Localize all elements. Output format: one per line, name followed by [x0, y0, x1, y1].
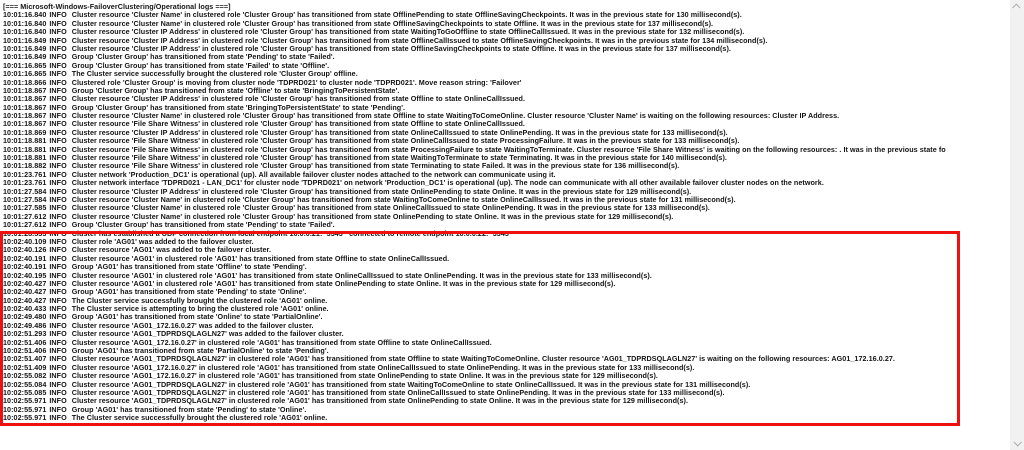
log-message: Cluster resource 'AG01_TDPRDSQLAGLN27' in clustered role 'AG01' has transitioned from state OnlinePending to state Online. It was in the previous state for 129 millisecond(s).: [71, 397, 689, 406]
log-message: Group 'Cluster Group' has transitioned from state 'BringingToPersistentState' to state 'Pending'.: [71, 103, 406, 112]
log-message: Group 'AG01' has transitioned from state 'Online' to state 'PartialOnline'.: [71, 313, 323, 322]
log-message: Cluster resource 'AG01_172.16.0.27' was added to the failover cluster.: [71, 321, 314, 330]
log-level: INFO: [49, 212, 67, 221]
log-line: [3, 213, 1010, 221]
log-timestamp: 10:02:55.971: [3, 414, 47, 423]
log-message: Cluster resource 'AG01_172.16.0.27' in clustered role 'AG01' has transitioned from state Offline to state OnlineCallIssued.: [71, 338, 492, 347]
log-message: Group 'Cluster Group' has transitioned from state 'Pending' to state 'Failed'.: [71, 53, 335, 62]
log-line: [3, 221, 1010, 229]
log-level: INFO: [49, 145, 67, 154]
log-message: Cluster resource 'Cluster Name' in clustered role 'Cluster Group' has transitioned from state OnlinePending to state Online. It was in the previous state for 129 millisecond(s).: [71, 212, 674, 221]
log-level: INFO: [49, 338, 67, 347]
log-timestamp: 10:02:55.971: [3, 405, 47, 414]
scroll-up-button[interactable]: [1010, 0, 1024, 14]
log-line: [3, 263, 1010, 271]
log-message: Cluster resource 'Cluster IP Address' in clustered role 'Cluster Group' has transitioned from state OnlineCallIssued to state OnlinePending. It was in the previous state for 133 millisecond(s).: [71, 128, 728, 137]
log-level: INFO: [49, 61, 67, 70]
log-timestamp: 10:01:16.849: [3, 44, 47, 53]
log-message: Cluster network 'Production_DC1' is operational (up). All available failover cluster nodes attached to the network can communicate using it.: [71, 170, 556, 179]
log-timestamp: 10:01:18.866: [3, 78, 47, 87]
log-line: [3, 20, 1010, 28]
log-timestamp: 10:01:18.867: [3, 103, 47, 112]
log-level: INFO: [49, 86, 67, 95]
log-message: Cluster resource 'AG01' in clustered role 'AG01' has transitioned from state OnlinePending to state Online. It was in the previous state for 129 millisecond(s).: [71, 279, 616, 288]
log-message: Cluster resource 'Cluster IP Address' in clustered role 'Cluster Group' has transitioned from state Offline to state OnlineCallIssued.: [71, 95, 526, 104]
log-line: [3, 45, 1010, 53]
log-level: INFO: [49, 36, 67, 45]
log-level: INFO: [49, 78, 67, 87]
log-level: INFO: [49, 313, 67, 322]
log-timestamp: 10:02:40.109: [3, 237, 47, 246]
log-message: The Cluster service successfully brought the clustered role 'Cluster Group' offline.: [71, 70, 358, 79]
log-line: [3, 372, 1010, 380]
log-timestamp: 10:01:18.882: [3, 162, 47, 171]
log-level: INFO: [49, 380, 67, 389]
log-timestamp: 10:01:27.612: [3, 212, 47, 221]
log-level: INFO: [49, 405, 67, 414]
log-message: Cluster role 'AG01' was added to the failover cluster.: [71, 237, 254, 246]
log-message: Cluster resource 'Cluster IP Address' in clustered role 'Cluster Group' has transitioned from state OfflineCallIssued to state OfflineSavingCheckpoints. It was in the previous state for 134 millisecond(s).: [71, 36, 768, 45]
log-timestamp: 10:02:55.085: [3, 388, 47, 397]
log-line: [3, 62, 1010, 70]
log-timestamp: 10:02:40.195: [3, 271, 47, 280]
log-message: Cluster resource 'Cluster Name' in clustered role 'Cluster Group' has transitioned from state OnlineCallIssued to state OnlinePending. It was in the previous state for 133 millisecond(s).: [71, 204, 710, 213]
log-level: INFO: [49, 11, 67, 20]
log-level: INFO: [49, 170, 67, 179]
log-timestamp: 10:01:27.584: [3, 195, 47, 204]
log-timestamp: 10:01:18.881: [3, 137, 47, 146]
log-timestamp: 10:01:27.584: [3, 187, 47, 196]
log-timestamp: 10:02:40.191: [3, 263, 47, 272]
chevron-up-icon: [1012, 3, 1020, 11]
log-level: INFO: [49, 305, 67, 314]
log-line: [3, 79, 1010, 87]
log-message: Cluster resource 'AG01_TDPRDSQLAGLN27' in clustered role 'AG01' has transitioned from state Offline to state WaitingToComeOnline. Cluster resource 'AG01_TDPRDSQLAGLN27' is waiting on the following resources: AG01_172.16.0.27.: [71, 355, 895, 364]
log-timestamp: 10:01:16.840: [3, 28, 47, 37]
log-line: [3, 414, 1010, 422]
log-timestamp: 10:02:49.480: [3, 313, 47, 322]
log-timestamp: 10:01:18.867: [3, 120, 47, 129]
log-message: The Cluster service is attempting to bring the clustered role 'AG01' online.: [71, 305, 329, 314]
log-timestamp: 10:01:16.865: [3, 70, 47, 79]
log-message: Cluster resource 'AG01_TDPRDSQLAGLN27' in clustered role 'AG01' has transitioned from state WaitingToComeOnline to state OnlineCallIssued. It was in the previous state for 131 millisecond(s).: [71, 380, 751, 389]
log-message: Cluster resource 'Cluster Name' in clustered role 'Cluster Group' has transitioned from state WaitingToComeOnline to state OnlineCallIssued. It was in the previous state for 131 millisecond(s).: [71, 195, 736, 204]
log-line: [3, 280, 1010, 288]
log-level: INFO: [49, 154, 67, 163]
log-level: INFO: [49, 355, 67, 364]
log-message: The Cluster service successfully brought the clustered role 'AG01' online.: [71, 414, 328, 423]
log-line: [3, 162, 1010, 170]
log-message: Cluster resource 'File Share Witness' in clustered role 'Cluster Group' has transitioned from state Terminating to state Failed. It was in the previous state for 136 millisecond(s).: [71, 162, 680, 171]
log-line: [3, 171, 1010, 179]
log-timestamp: 10:01:18.881: [3, 145, 47, 154]
log-line: [3, 322, 1010, 330]
log-message: Cluster resource 'AG01_TDPRDSQLAGLN27' in clustered role 'AG01' has transitioned from state OnlineCallIssued to state OnlinePending. It was in the previous state for 133 millisecond(s).: [71, 388, 725, 397]
log-level: INFO: [49, 246, 67, 255]
log-level: INFO: [49, 221, 67, 230]
log-level: INFO: [49, 288, 67, 297]
chevron-down-icon: [1013, 438, 1021, 446]
log-timestamp: 10:01:23.761: [3, 179, 47, 188]
log-line: [3, 406, 1010, 414]
log-timestamp: 10:01:18.867: [3, 86, 47, 95]
log-level: INFO: [49, 112, 67, 121]
log-message: Cluster resource 'AG01_172.16.0.27' in clustered role 'AG01' has transitioned from state OnlineCallIssued to state OnlinePending. It was in the previous state for 133 millisecond(s).: [71, 363, 695, 372]
log-line: [3, 112, 1010, 120]
log-timestamp: 10:02:55.971: [3, 397, 47, 406]
log-level: INFO: [49, 70, 67, 79]
log-line: [3, 204, 1010, 212]
log-list: [3, 11, 1010, 422]
log-level: INFO: [49, 204, 67, 213]
log-message: Group 'AG01' has transitioned from state 'Offline' to state 'Pending'.: [71, 263, 307, 272]
log-timestamp: 10:01:18.867: [3, 112, 47, 121]
log-level: INFO: [49, 254, 67, 263]
log-message: Group 'AG01' has transitioned from state 'Pending' to state 'Online'.: [71, 288, 307, 297]
log-line: [3, 37, 1010, 45]
log-line: [3, 288, 1010, 296]
log-message: Cluster resource 'File Share Witness' in clustered role 'Cluster Group' has transitioned from state Offline to state OnlineCallIssued.: [71, 120, 525, 129]
log-line: [3, 230, 1010, 238]
log-timestamp: 10:02:51.406: [3, 338, 47, 347]
log-timestamp: 10:01:27.585: [3, 204, 47, 213]
log-level: INFO: [49, 372, 67, 381]
log-line: [3, 246, 1010, 254]
log-line: [3, 154, 1010, 162]
log-level: INFO: [49, 53, 67, 62]
log-level: INFO: [49, 363, 67, 372]
log-line: [3, 28, 1010, 36]
log-timestamp: 10:02:40.126: [3, 246, 47, 255]
log-message: Cluster resource 'AG01' was added to the failover cluster.: [71, 246, 271, 255]
log-level: INFO: [49, 137, 67, 146]
log-message: Cluster resource 'Cluster Name' in clustered role 'Cluster Group' has transitioned from state OfflineSavingCheckpoints to state Offline. It was in the previous state for 137 millisecond(s).: [71, 19, 714, 28]
log-line: [3, 129, 1010, 137]
log-level: INFO: [49, 296, 67, 305]
log-line: [3, 364, 1010, 372]
log-timestamp: 10:02:55.084: [3, 380, 47, 389]
log-message: Cluster resource 'Cluster Name' in clustered role 'Cluster Group' has transitioned from state Offline to state WaitingToComeOnline. Cluster resource 'Cluster Name' is waiting on the following resources: Cluster IP Address.: [71, 112, 840, 121]
log-message: Cluster resource 'File Share Witness' in clustered role 'Cluster Group' has transitioned from state OnlineCallIssued to state ProcessingFailure. It was in the previous state for 133 millisecond(s).: [71, 137, 740, 146]
log-level: INFO: [49, 179, 67, 188]
vertical-scrollbar[interactable]: [1010, 0, 1024, 450]
log-message: Cluster resource 'Cluster IP Address' in clustered role 'Cluster Group' has transitioned from state WaitingToGoOffline to state OfflineCallIssued. It was in the previous state for 132 millisecond(s).: [71, 28, 745, 37]
log-timestamp: 10:02:51.293: [3, 330, 47, 339]
log-timestamp: 10:01:16.849: [3, 53, 47, 62]
log-level: INFO: [49, 271, 67, 280]
log-message: Group 'Cluster Group' has transitioned from state 'Offline' to state 'BringingToPersistentState'.: [71, 86, 400, 95]
log-timestamp: 10:02:51.407: [3, 355, 47, 364]
log-message: Cluster has established a UDP connection from local endpoint 10.0.0.21:~3343~ connected to remote endpoint 10.0.0.22:~3343~: [71, 229, 514, 238]
log-line: [3, 87, 1010, 95]
log-timestamp: 10:01:16.865: [3, 61, 47, 70]
log-line: [3, 305, 1010, 313]
log-message: Group 'AG01' has transitioned from state 'PartialOnline' to state 'Pending'.: [71, 347, 329, 356]
log-line: [3, 347, 1010, 355]
log-level: INFO: [49, 237, 67, 246]
log-line: [3, 188, 1010, 196]
log-line: [3, 104, 1010, 112]
log-level: INFO: [49, 414, 67, 423]
log-level: INFO: [49, 229, 67, 238]
log-line: [3, 11, 1010, 19]
log-message: Cluster resource 'File Share Witness' in clustered role 'Cluster Group' has transitioned from state WaitingToTerminate to state Terminating. It was in the previous state for 140 millisecond(s).: [71, 154, 727, 163]
log-message: Cluster resource 'AG01' in clustered role 'AG01' has transitioned from state Offline to state OnlineCallIssued.: [71, 254, 450, 263]
log-line: [3, 339, 1010, 347]
log-message: Cluster resource 'AG01_TDPRDSQLAGLN27' was added to the failover cluster.: [71, 330, 344, 339]
log-timestamp: 10:01:18.867: [3, 95, 47, 104]
log-line: [3, 238, 1010, 246]
log-message: Cluster network interface 'TDPRD021 - LAN_DC1' for cluster node 'TDPRD021' on network 'Production_DC1' is operational (up). The node can communicate with all other available failover cluster nodes on the network.: [71, 179, 824, 188]
log-line: [3, 297, 1010, 305]
log-message: Cluster resource 'AG01_172.16.0.27' in clustered role 'AG01' has transitioned from state OnlinePending to state Online. It was in the previous state for 129 millisecond(s).: [71, 372, 658, 381]
log-timestamp: 10:01:16.849: [3, 36, 47, 45]
log-timestamp: 10:02:55.082: [3, 372, 47, 381]
log-level: INFO: [49, 195, 67, 204]
log-timestamp: 10:01:16.840: [3, 11, 47, 20]
log-timestamp: 10:01:16.840: [3, 19, 47, 28]
log-message: The Cluster service successfully brought the clustered role 'AG01' online.: [71, 296, 328, 305]
log-line: [3, 355, 1010, 363]
log-level: INFO: [49, 120, 67, 129]
log-message: Group 'Cluster Group' has transitioned from state 'Pending' to state 'Failed'.: [71, 221, 335, 230]
log-message: Cluster resource 'File Share Witness' in clustered role 'Cluster Group' has transitioned from state ProcessingFailure to state WaitingToTerminate. Cluster resource 'File Share Witness' is waiting on the following resources: . It was in the previous state fo: [71, 145, 946, 154]
log-message: Cluster resource 'Cluster Name' in clustered role 'Cluster Group' has transitioned from state OfflinePending to state OfflineSavingCheckpoints. It was in the previous state for 130 millisecond(s).: [71, 11, 742, 20]
log-timestamp: 10:02:49.486: [3, 321, 47, 330]
log-timestamp: 10:01:28.533: [3, 229, 47, 238]
log-line: [3, 137, 1010, 145]
log-line: [3, 389, 1010, 397]
log-message: Cluster resource 'AG01' in clustered role 'AG01' has transitioned from state OnlineCallIssued to state OnlinePending. It was in the previous state for 133 millisecond(s).: [71, 271, 652, 280]
log-level: INFO: [49, 95, 67, 104]
log-level: INFO: [49, 128, 67, 137]
log-timestamp: 10:01:23.761: [3, 170, 47, 179]
log-line: [3, 53, 1010, 61]
log-level: INFO: [49, 162, 67, 171]
log-timestamp: 10:02:40.427: [3, 296, 47, 305]
log-timestamp: 10:02:51.409: [3, 363, 47, 372]
log-line: [3, 70, 1010, 78]
log-timestamp: 10:02:40.427: [3, 288, 47, 297]
log-timestamp: 10:02:51.406: [3, 347, 47, 356]
log-line: [3, 381, 1010, 389]
log-line: [3, 179, 1010, 187]
log-line: [3, 397, 1010, 405]
log-level: INFO: [49, 19, 67, 28]
log-line: [3, 146, 1010, 154]
log-line: [3, 255, 1010, 263]
scroll-down-button[interactable]: [1010, 436, 1024, 450]
log-timestamp: 10:01:18.881: [3, 154, 47, 163]
log-level: INFO: [49, 347, 67, 356]
log-timestamp: 10:02:40.433: [3, 305, 47, 314]
log-level: INFO: [49, 263, 67, 272]
log-timestamp: 10:02:40.427: [3, 279, 47, 288]
log-level: INFO: [49, 279, 67, 288]
log-line: [3, 196, 1010, 204]
log-level: INFO: [49, 103, 67, 112]
log-message: Group 'Cluster Group' has transitioned from state 'Failed' to state 'Offline'.: [71, 61, 330, 70]
log-level: INFO: [49, 187, 67, 196]
log-line: [3, 313, 1010, 321]
log-line: [3, 272, 1010, 280]
log-line: [3, 120, 1010, 128]
log-timestamp: 10:02:40.191: [3, 254, 47, 263]
log-message: Clustered role 'Cluster Group' is moving from cluster node 'TDPRD021' to cluster node 'TDPRD021'. Move reason string: 'Failover': [71, 78, 522, 87]
log-header: [=== Microsoft-Windows-FailoverClustering/Operational logs ===]: [3, 2, 231, 11]
log-line: [3, 95, 1010, 103]
log-level: INFO: [49, 321, 67, 330]
log-message: Cluster resource 'Cluster IP Address' in clustered role 'Cluster Group' has transitioned from state OfflineSavingCheckpoints to state Offline. It was in the previous state for 137 millisecond(s).: [71, 44, 731, 53]
log-level: INFO: [49, 397, 67, 406]
log-level: INFO: [49, 330, 67, 339]
log-timestamp: 10:01:27.612: [3, 221, 47, 230]
log-level: INFO: [49, 28, 67, 37]
log-message: Cluster resource 'Cluster IP Address' in clustered role 'Cluster Group' has transitioned from state OnlinePending to state Online. It was in the previous state for 129 millisecond(s).: [71, 187, 692, 196]
log-timestamp: 10:01:18.869: [3, 128, 47, 137]
log-line: [3, 330, 1010, 338]
log-level: INFO: [49, 44, 67, 53]
log-message: Group 'AG01' has transitioned from state 'Pending' to state 'Online'.: [71, 405, 307, 414]
log-level: INFO: [49, 388, 67, 397]
